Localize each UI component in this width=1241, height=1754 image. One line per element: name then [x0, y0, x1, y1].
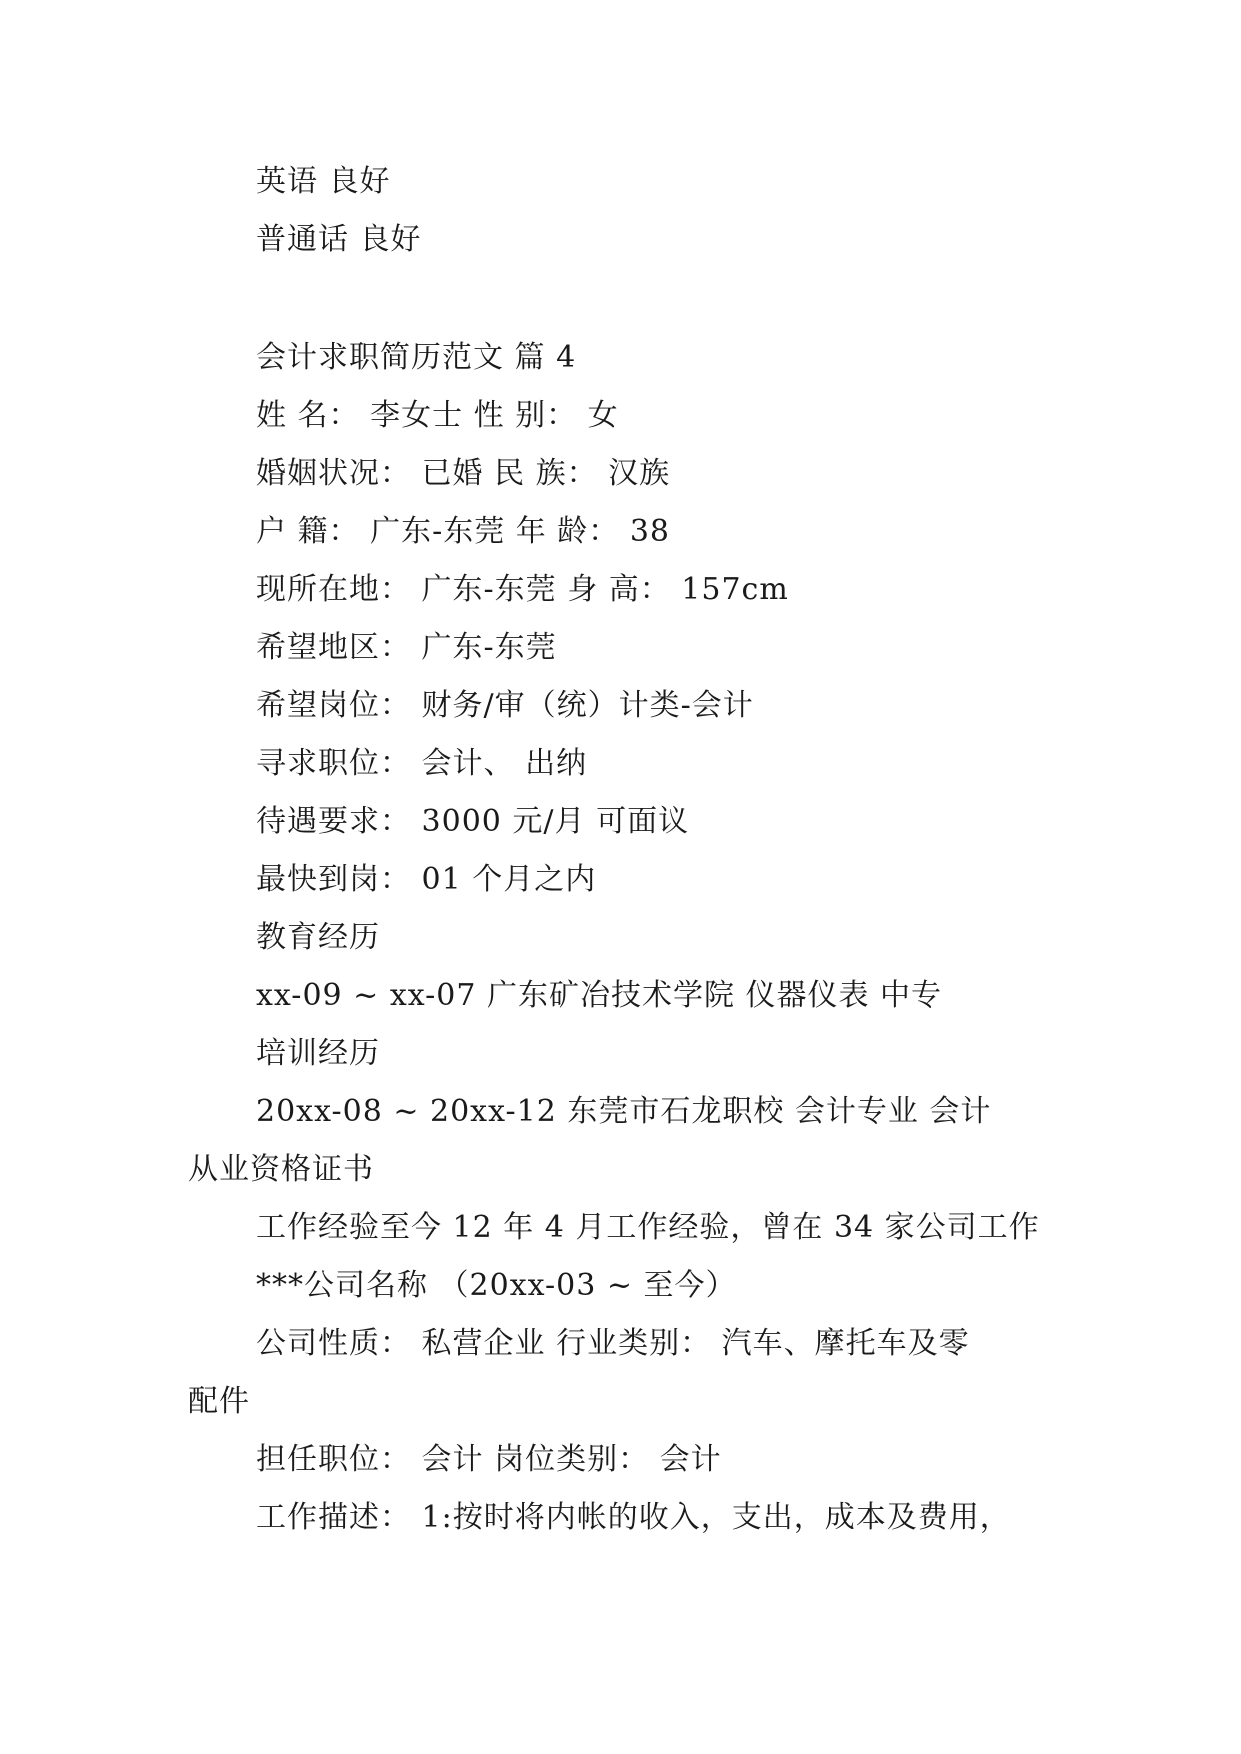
location-height: 现所在地： 广东-东莞 身 高： 157cm — [256, 572, 789, 607]
company-industry-continued: 配件 — [188, 1384, 250, 1419]
hukou-age: 户 籍： 广东-东莞 年 龄： 38 — [256, 514, 670, 549]
education-heading: 教育经历 — [256, 920, 380, 955]
sought-position: 寻求职位： 会计、 出纳 — [256, 746, 588, 781]
desired-region: 希望地区： 广东-东莞 — [256, 630, 557, 665]
section-title: 会计求职简历范文 篇 4 — [256, 340, 577, 375]
training-entry-continued: 从业资格证书 — [188, 1152, 374, 1187]
language-mandarin: 普通话 良好 — [256, 222, 422, 257]
training-heading: 培训经历 — [256, 1036, 380, 1071]
earliest-start: 最快到岗： 01 个月之内 — [256, 862, 597, 897]
job-title-category: 担任职位： 会计 岗位类别： 会计 — [256, 1442, 722, 1477]
job-description: 工作描述： 1:按时将内帐的收入，支出，成本及费用， — [256, 1500, 1011, 1535]
company-nature-industry: 公司性质： 私营企业 行业类别： 汽车、摩托车及零 — [256, 1326, 970, 1361]
work-experience-summary: 工作经验至今 12 年 4 月工作经验，曾在 34 家公司工作 — [256, 1210, 1040, 1245]
name-gender: 姓 名： 李女士 性 别： 女 — [256, 398, 619, 433]
salary-requirement: 待遇要求： 3000 元/月 可面议 — [256, 804, 690, 839]
company-name: ***公司名称 （20xx-03 ~ 至今） — [256, 1268, 737, 1303]
marital-ethnicity: 婚姻状况： 已婚 民 族： 汉族 — [256, 456, 671, 491]
language-english: 英语 良好 — [256, 164, 391, 199]
education-entry: xx-09 ~ xx-07 广东矿冶技术学院 仪器仪表 中专 — [256, 978, 943, 1013]
training-entry: 20xx-08 ~ 20xx-12 东莞市石龙职校 会计专业 会计 — [256, 1094, 992, 1129]
desired-position: 希望岗位： 财务/审（统）计类-会计 — [256, 688, 754, 723]
